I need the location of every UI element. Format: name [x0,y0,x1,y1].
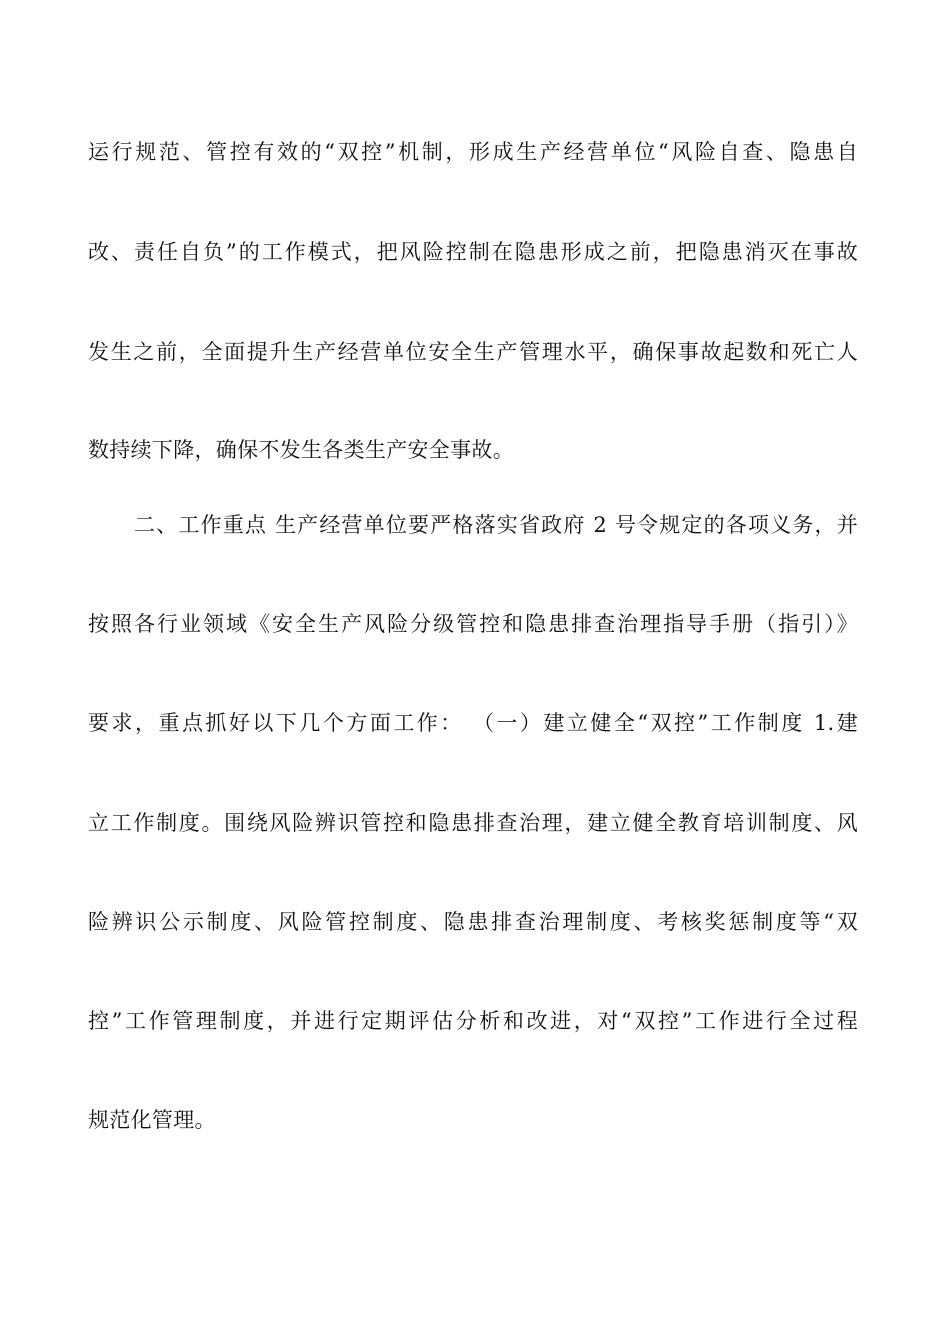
paragraph-2-line-7: 规范化管理。 [88,1108,216,1132]
paragraph-2-line-6: 控”工作管理制度，并进行定期评估分析和改进，对“双控”工作进行全过程 [88,1009,858,1033]
paragraph-1-line-3: 发生之前，全面提升生产经营单位安全生产管理水平，确保事故起数和死亡人 [88,340,858,364]
paragraph-2-line-5: 险辨识公示制度、风险管控制度、隐患排查治理制度、考核奖惩制度等“双 [88,910,858,934]
paragraph-1-line-4: 数持续下降，确保不发生各类生产安全事故。 [88,438,514,462]
paragraph-2-line-2: 按照各行业领域《安全生产风险分级管控和隐患排查治理指导手册（指引）》 [88,612,858,636]
paragraph-2-line-1: 二、工作重点 生产经营单位要严格落实省政府 2 号令规定的各项义务，并 [134,513,858,537]
paragraph-1-line-1: 运行规范、管控有效的“双控”机制，形成生产经营单位“风险自查、隐患自 [88,140,858,164]
paragraph-2-line-4: 立工作制度。围绕风险辨识管控和隐患排查治理，建立健全教育培训制度、风 [88,811,858,835]
paragraph-1-line-2: 改、责任自负”的工作模式，把风险控制在隐患形成之前，把隐患消灭在事故 [88,240,858,264]
paragraph-2-line-3: 要求，重点抓好以下几个方面工作： （一）建立健全“双控”工作制度 1.建 [88,711,858,735]
